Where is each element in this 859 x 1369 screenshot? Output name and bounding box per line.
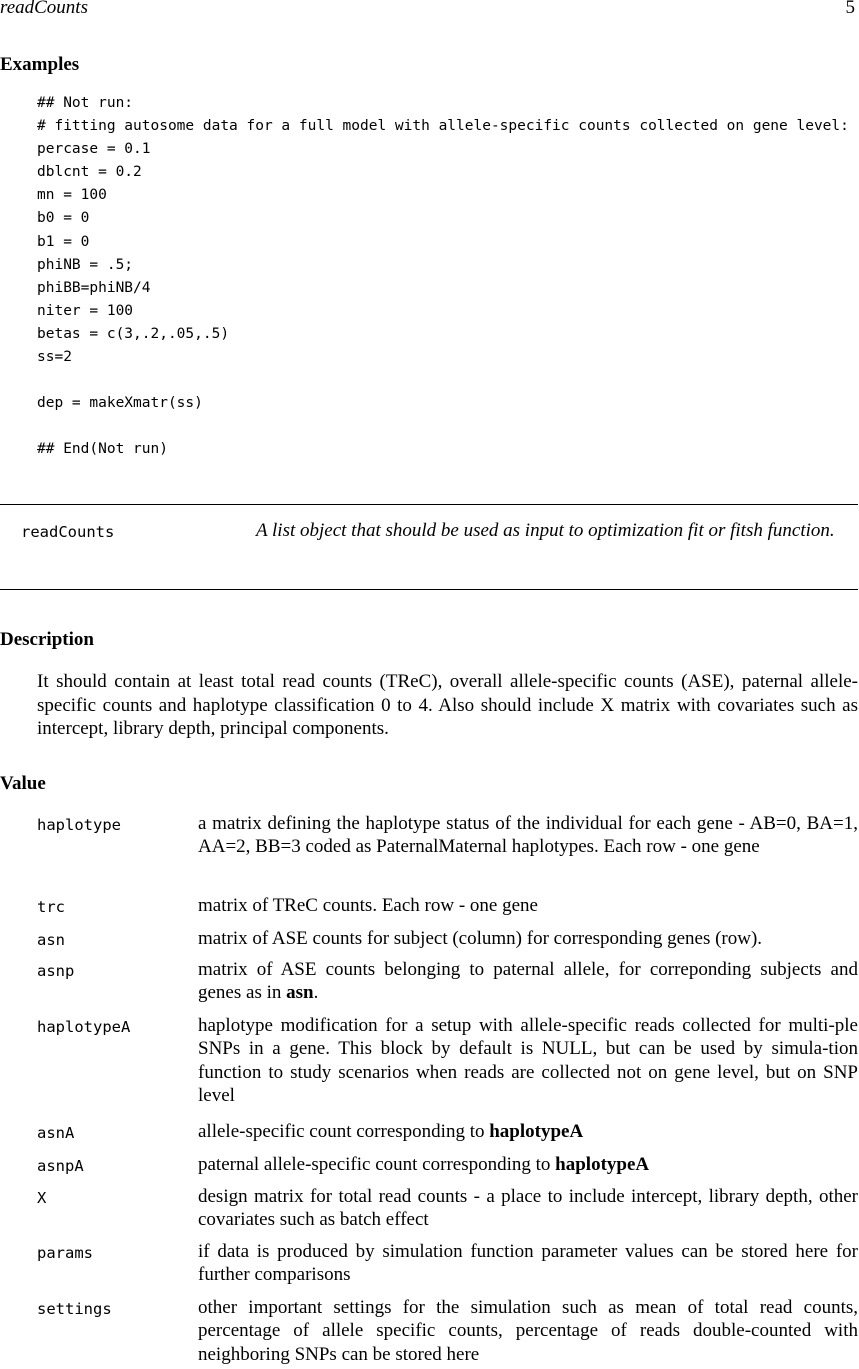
- value-item-name: asnp: [37, 962, 75, 980]
- code-line: phiNB = .5;: [37, 256, 134, 273]
- topic-name: readCounts: [21, 523, 115, 541]
- code-line: b0 = 0: [37, 210, 90, 227]
- code-line: niter = 100: [37, 302, 134, 319]
- value-item-desc: paternal allele-specific count corresponding to haplotypeA: [198, 1154, 650, 1175]
- topic-bottom-rule: [0, 589, 858, 590]
- value-item-name: asnpA: [37, 1157, 84, 1175]
- running-header-title: readCounts: [0, 0, 88, 18]
- page-number: 5: [845, 0, 855, 18]
- topic-top-rule: [0, 504, 858, 505]
- value-item-name: trc: [37, 898, 65, 916]
- code-line: [37, 415, 849, 438]
- examples-code-block: [37, 92, 849, 462]
- value-item-desc: haplotype modification for a setup with allele-specific reads collected for multi-ple SNPs in a gene. This block by default is NULL, but can be used by simula-tion function to study scenarios when reads are collected not on gene level, but on SNP level: [198, 1015, 858, 1106]
- value-item-desc: if data is produced by simulation function parameter values can be stored here for further comparisons: [198, 1241, 858, 1286]
- value-item-name: X: [37, 1189, 47, 1207]
- value-item-name: settings: [37, 1300, 112, 1318]
- value-item-desc: allele-specific count corresponding to haplotypeA: [198, 1121, 584, 1142]
- code-line: b1 = 0: [37, 233, 90, 250]
- value-item-desc: matrix of ASE counts belonging to paternal allele, for correponding subjects and genes as in asn.: [198, 959, 858, 1004]
- code-line: # fitting autosome data for a full model with allele-specific counts collected on gene level:: [37, 118, 849, 135]
- value-item-name: params: [37, 1244, 93, 1262]
- code-line: phiBB=phiNB/4: [37, 279, 151, 296]
- value-item-desc: matrix of ASE counts for subject (column) for corresponding genes (row).: [198, 928, 763, 949]
- code-line: [37, 369, 849, 392]
- code-line: mn = 100: [37, 187, 107, 204]
- value-item-desc: a matrix defining the haplotype status of the individual for each gene - AB=0, BA=1, AA=2, BB=3 coded as PaternalMaternal haplotypes. Each row - one gene: [198, 813, 858, 858]
- code-line: ss=2: [37, 349, 72, 366]
- code-line: betas = c(3,.2,.05,.5): [37, 325, 230, 342]
- value-item-desc: design matrix for total read counts - a place to include intercept, library depth, other covariates such as batch effect: [198, 1186, 858, 1231]
- code-line: ## Not run:: [37, 95, 134, 111]
- examples-heading: Examples: [0, 54, 80, 75]
- code-line: dblcnt = 0.2: [37, 164, 142, 181]
- code-line: ## End(Not run): [37, 441, 168, 458]
- code-line: percase = 0.1: [37, 141, 151, 158]
- value-item-desc: other important settings for the simulation such as mean of total read counts, percentage of allele specific counts, percentage of reads double-counted with neighboring SNPs can be stored here: [198, 1297, 858, 1365]
- value-item-name: asn: [37, 931, 65, 949]
- value-heading: Value: [0, 773, 46, 794]
- topic-description: A list object that should be used as input to optimization fit or fitsh function.: [256, 520, 835, 541]
- value-item-name: haplotype: [37, 816, 121, 834]
- value-item-name: haplotypeA: [37, 1018, 131, 1036]
- description-text: It should contain at least total read counts (TReC), overall allele-specific counts (ASE), paternal allele-specific counts and haplotype classification 0 to 4. Also should include X matrix with covariates such as intercept, library depth, principal components.: [37, 671, 858, 739]
- code-line: dep = makeXmatr(ss): [37, 395, 203, 412]
- value-item-desc: matrix of TReC counts. Each row - one gene: [198, 895, 538, 916]
- value-item-name: asnA: [37, 1124, 75, 1142]
- description-heading: Description: [0, 629, 94, 650]
